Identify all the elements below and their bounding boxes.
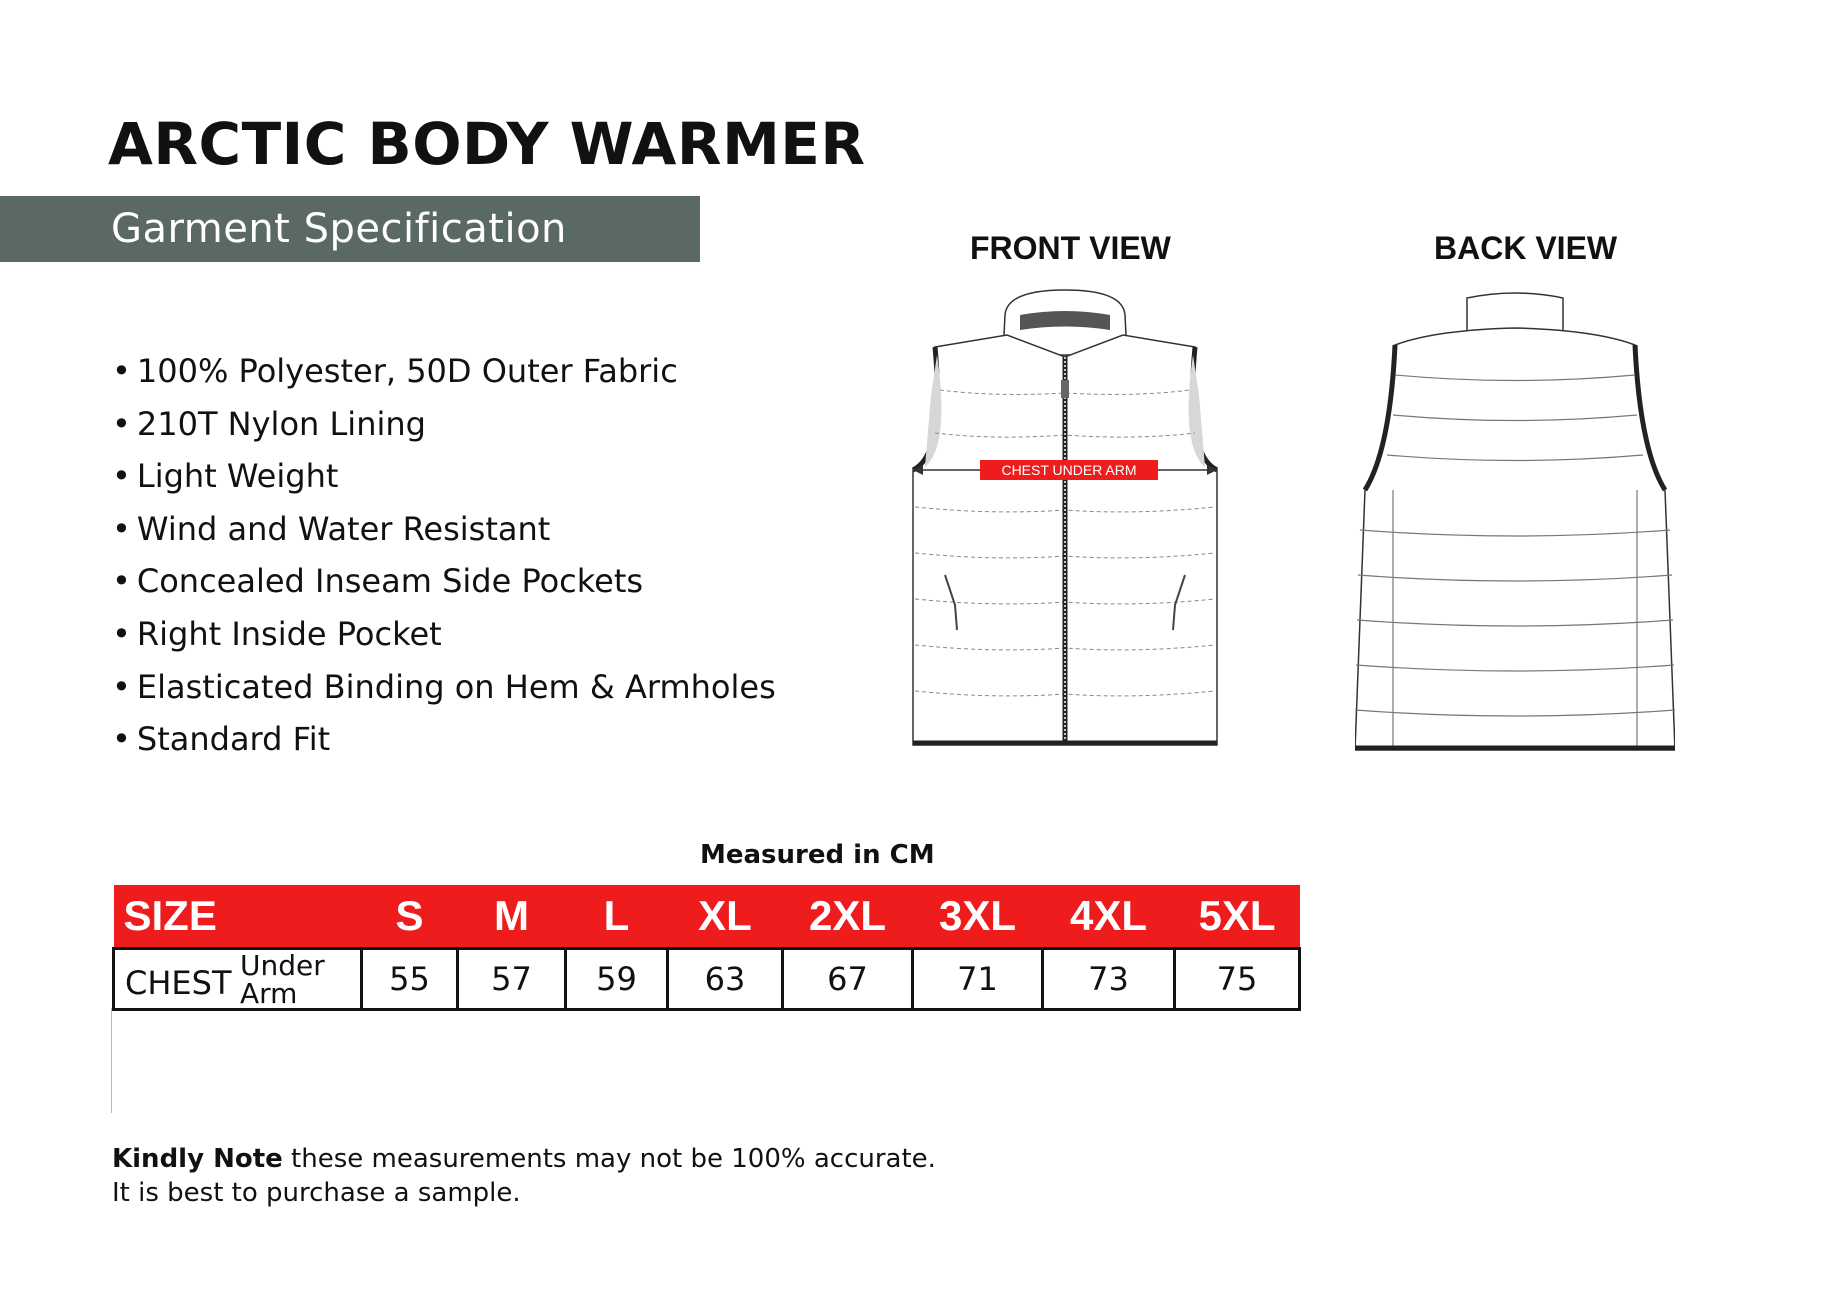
chest-value-cell: 59: [566, 949, 668, 1010]
feature-item: • 210T Nylon Lining: [112, 404, 426, 443]
chest-measure-label: CHEST UNDER ARM: [1001, 462, 1137, 478]
size-header-cell: 2XL: [783, 885, 913, 949]
vest-back-illustration: [1355, 290, 1675, 760]
feature-item: • Right Inside Pocket: [112, 614, 442, 653]
size-header-cell: XL: [668, 885, 783, 949]
note-emphasis: Kindly Note: [112, 1144, 283, 1174]
chest-value-cell: 73: [1043, 949, 1175, 1010]
chest-value-cell: 63: [668, 949, 783, 1010]
chest-label: CHEST: [125, 964, 232, 1002]
feature-item: • Elasticated Binding on Hem & Armholes: [112, 667, 776, 706]
size-header-row: [114, 885, 1300, 949]
size-header-cell: M: [458, 885, 566, 949]
size-header-cell: 4XL: [1043, 885, 1175, 949]
page-subtitle: Garment Specification: [111, 206, 567, 252]
chest-value-cell: 55: [362, 949, 458, 1010]
vest-front-illustration: [895, 285, 1235, 760]
size-header-cell: S: [362, 885, 458, 949]
feature-item: • Standard Fit: [112, 720, 331, 759]
chest-value-cell: 71: [913, 949, 1043, 1010]
table-divider: [111, 1008, 112, 1113]
feature-item: • Wind and Water Resistant: [112, 509, 551, 548]
feature-list: [112, 345, 776, 766]
size-header-cell: 3XL: [913, 885, 1043, 949]
size-header-cell: 5XL: [1175, 885, 1300, 949]
chest-value-cell: 57: [458, 949, 566, 1010]
front-view-label: FRONT VIEW: [970, 230, 1171, 266]
page-title: ARCTIC BODY WARMER: [108, 110, 866, 178]
feature-item: • Concealed Inseam Side Pockets: [112, 562, 644, 601]
size-header-label: SIZE: [114, 885, 362, 949]
size-header-cell: L: [566, 885, 668, 949]
size-table: [112, 885, 1301, 1011]
chest-value-cell: 67: [783, 949, 913, 1010]
chest-row: [114, 949, 1300, 1010]
chest-value-cell: 75: [1175, 949, 1300, 1010]
feature-item: • 100% Polyester, 50D Outer Fabric: [112, 352, 678, 390]
chest-sublabel: Under Arm: [240, 949, 325, 1010]
feature-item: • Light Weight: [112, 457, 339, 496]
note-line-1: these measurements may not be 100% accurate.: [282, 1144, 936, 1174]
disclaimer-note: [112, 1142, 936, 1210]
back-view-label: BACK VIEW: [1434, 230, 1618, 266]
note-line-2: It is best to purchase a sample.: [112, 1178, 521, 1208]
chest-row-label: [114, 949, 362, 1010]
